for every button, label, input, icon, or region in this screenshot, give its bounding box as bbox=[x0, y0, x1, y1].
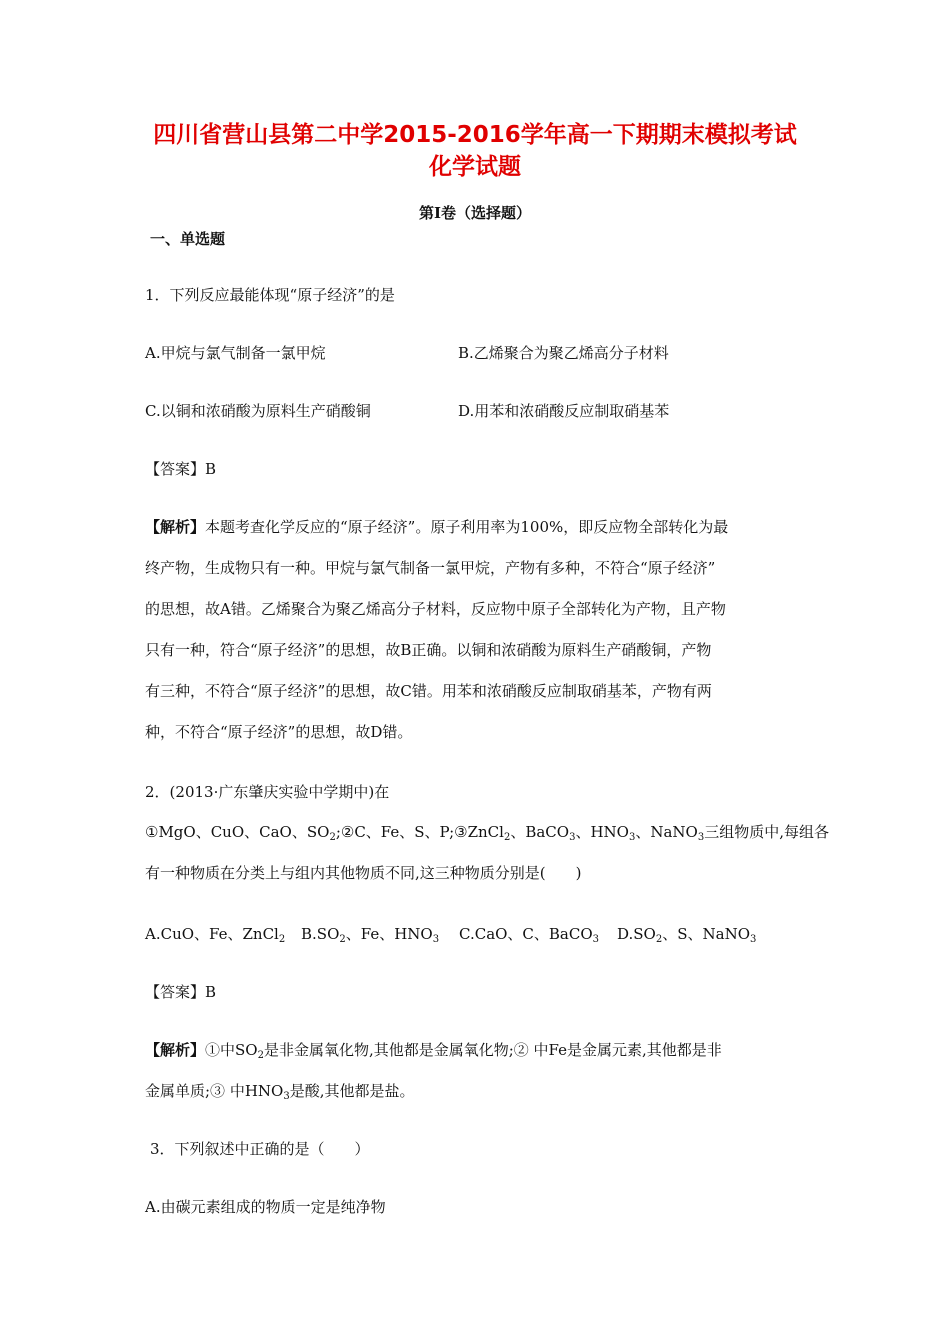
q2-options bbox=[145, 924, 756, 944]
q2-analysis-line1: 【解析】①中$SO_2$是非金属氧化物,其他都是金属氧化物;② 中Fe是金属元素,其他都是非 bbox=[145, 1041, 722, 1061]
q1-option-c: C.以铜和浓硝酸为原料生产硝酸铜 bbox=[145, 402, 371, 420]
analysis-line: 种，不符合“原子经济”的思想，故D错。 bbox=[145, 723, 413, 741]
q3-option-a: A.由碳元素组成的物质一定是纯净物 bbox=[145, 1198, 386, 1216]
q1-option-d: D.用苯和浓硝酸反应制取硝基苯 bbox=[458, 402, 670, 420]
analysis-line: 有三种，不符合“原子经济”的思想，故C错。用苯和浓硝酸反应制取硝基苯，产物有两 bbox=[145, 682, 712, 700]
analysis-line: 的思想，故A错。乙烯聚合为聚乙烯高分子材料，反应物中原子全部转化为产物，且产物 bbox=[145, 600, 726, 618]
q2-stem-line3: 有一种物质在分类上与组内其他物质不同,这三种物质分别是( ) bbox=[145, 864, 582, 882]
q2-stem-line2: ①MgO、CuO、CaO、$SO_2;②C$、Fe、S、P;③ZnCl$_2$、BaCO$_3$、$HNO_3$、NaNO$_3$三组物质中,每组各 bbox=[145, 823, 829, 843]
q3-stem: 3．下列叙述中正确的是（ ） bbox=[150, 1140, 370, 1158]
volume-heading: 第Ⅰ卷（选择题） bbox=[418, 204, 532, 222]
q2-stem: 2．(2013·广东肇庆实验中学期中)在 bbox=[145, 783, 390, 801]
q2-analysis-line2: 金属单质;③ 中$HNO_3$是酸,其他都是盐。 bbox=[145, 1082, 415, 1102]
analysis-line: 本题考查化学反应的“原子经济”。原子利用率为100%，即反应物全部转化为最 bbox=[205, 518, 729, 536]
q1-stem: 1．下列反应最能体现“原子经济”的是 bbox=[145, 286, 395, 304]
q2-option-d: $D.SO_2$、S、NaNO$_3$ bbox=[617, 925, 757, 945]
analysis-line: 终产物，生成物只有一种。甲烷与氯气制备一氯甲烷，产物有多种，不符合“原子经济” bbox=[145, 559, 716, 577]
q2-option-a: A.CuO、Fe、ZnCl$_2$ bbox=[145, 925, 286, 945]
exam-subtitle: 化学试题 bbox=[429, 154, 521, 180]
exam-title: 四川省营山县第二中学2015-2016学年高一下期期末模拟考试 bbox=[153, 122, 797, 148]
q2-answer: 【答案】B bbox=[145, 983, 217, 1001]
q2-option-b: $B.SO_2$、Fe、$HNO_3$ bbox=[301, 925, 440, 945]
q2-option-c: C.CaO、C、BaCO$_3$ bbox=[459, 925, 600, 945]
section-heading: 一、单选题 bbox=[150, 230, 226, 248]
q1-option-b: B.乙烯聚合为聚乙烯高分子材料 bbox=[458, 344, 669, 362]
q1-analysis bbox=[145, 507, 805, 753]
analysis-label: 【解析】 bbox=[145, 518, 206, 536]
q1-option-a: A.甲烷与氯气制备一氯甲烷 bbox=[145, 344, 326, 362]
q1-answer: 【答案】B bbox=[145, 460, 217, 478]
analysis-line: 只有一种，符合“原子经济”的思想，故B正确。以铜和浓硝酸为原料生产硝酸铜，产物 bbox=[145, 641, 712, 659]
